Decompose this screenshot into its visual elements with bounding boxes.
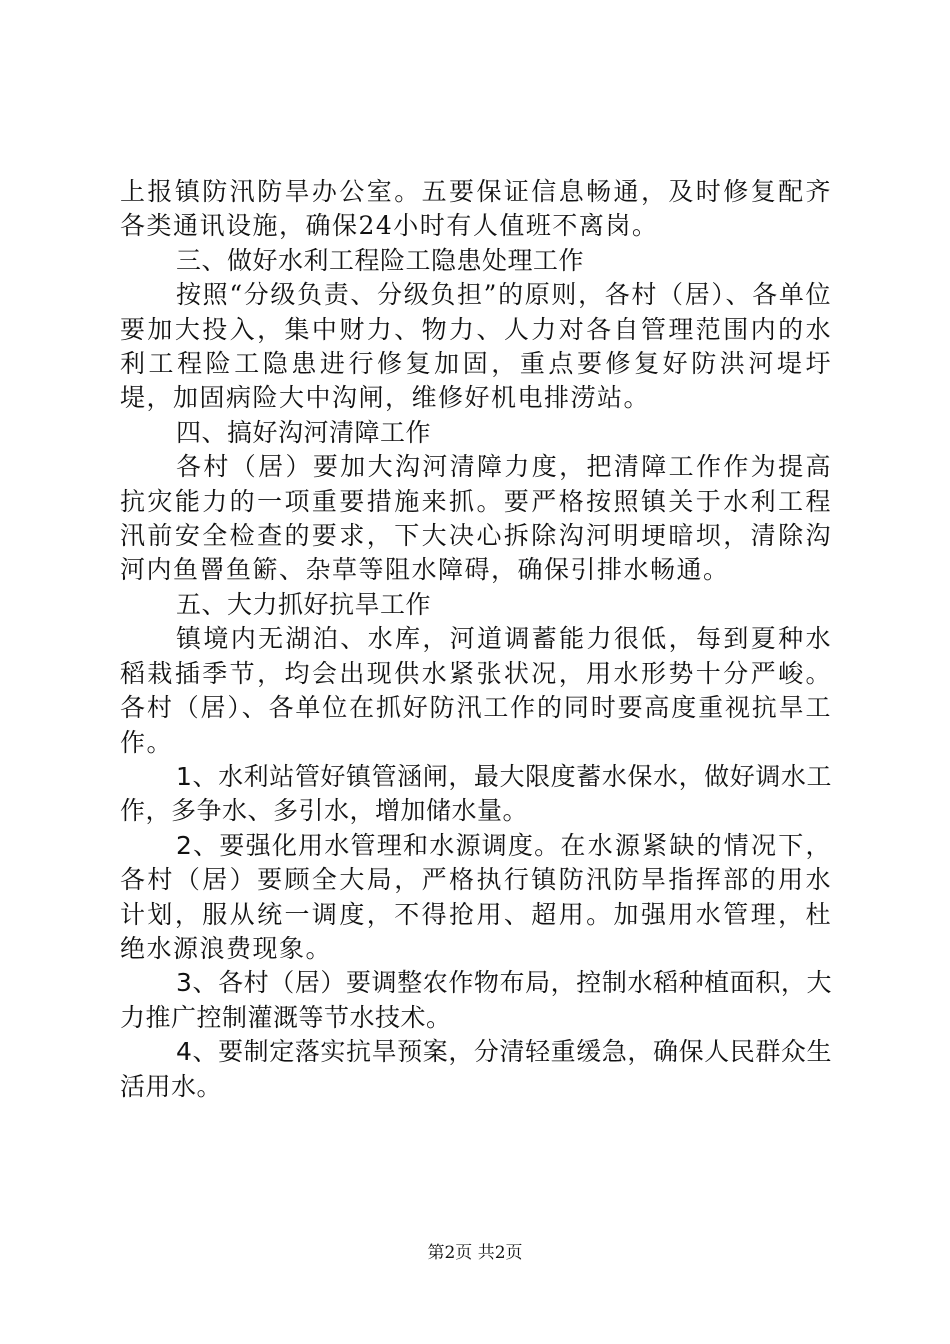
document-body (120, 175, 832, 1104)
section-heading-5: 五、大力抓好抗旱工作 (176, 589, 432, 619)
section-heading-4: 四、搞好沟河清障工作 (176, 417, 432, 447)
paragraph-section-5: 镇境内无湖泊、水库，河道调蓄能力很低，每到夏种水稻栽插季节，均会出现供水紧张状况，用水形势十分严峻。各村（居）、各单位在抓好防汛工作的同时要高度重视抗旱工作。 (120, 624, 832, 757)
page-footer: 第2页 共2页 (427, 1243, 523, 1263)
list-item-2-rest: 在水源紧缺的情况下，各村（居）要顾全大局，严格执行镇防汛防旱指挥部的用水计划，服从统一调度，不得抢用、超用。加强用水管理，杜绝水源浪费现象。 (120, 830, 832, 963)
list-item-4: 4、要制定落实抗旱预案，分清轻重缓急，确保人民群众生活用水。 (120, 1037, 832, 1101)
list-item-2-lead: 2、要强化用水管理和水源调度。 (176, 830, 561, 860)
paragraph-section-3: 按照“分级负责、分级负担”的原则，各村（居）、各单位要加大投入，集中财力、物力、人力对各自管理范围内的水利工程险工隐患进行修复加固，重点要修复好防洪河堤圩堤，加固病险大中沟闸，维修好机电排涝站。 (120, 280, 832, 413)
list-item-2 (120, 829, 832, 967)
paragraph-section-4: 各村（居）要加大沟河清障力度，把清障工作作为提高抗灾能力的一项重要措施来抓。要严格按照镇关于水利工程汛前安全检查的要求，下大决心拆除沟河明埂暗坝，清除沟河内鱼罾鱼簖、杂草等阻水障碍，确保引排水畅通。 (120, 452, 832, 585)
list-item-3: 3、各村（居）要调整农作物布局，控制水稻种植面积，大力推广控制灌溉等节水技术。 (120, 968, 832, 1032)
paragraph-continued: 上报镇防汛防旱办公室。五要保证信息畅通，及时修复配齐各类通讯设施，确保24小时有人值班不离岗。 (120, 177, 832, 241)
list-item-1: 1、水利站管好镇管涵闸，最大限度蓄水保水，做好调水工作，多争水、多引水，增加储水量。 (120, 761, 832, 826)
section-heading-3: 三、做好水利工程险工隐患处理工作 (176, 245, 585, 275)
